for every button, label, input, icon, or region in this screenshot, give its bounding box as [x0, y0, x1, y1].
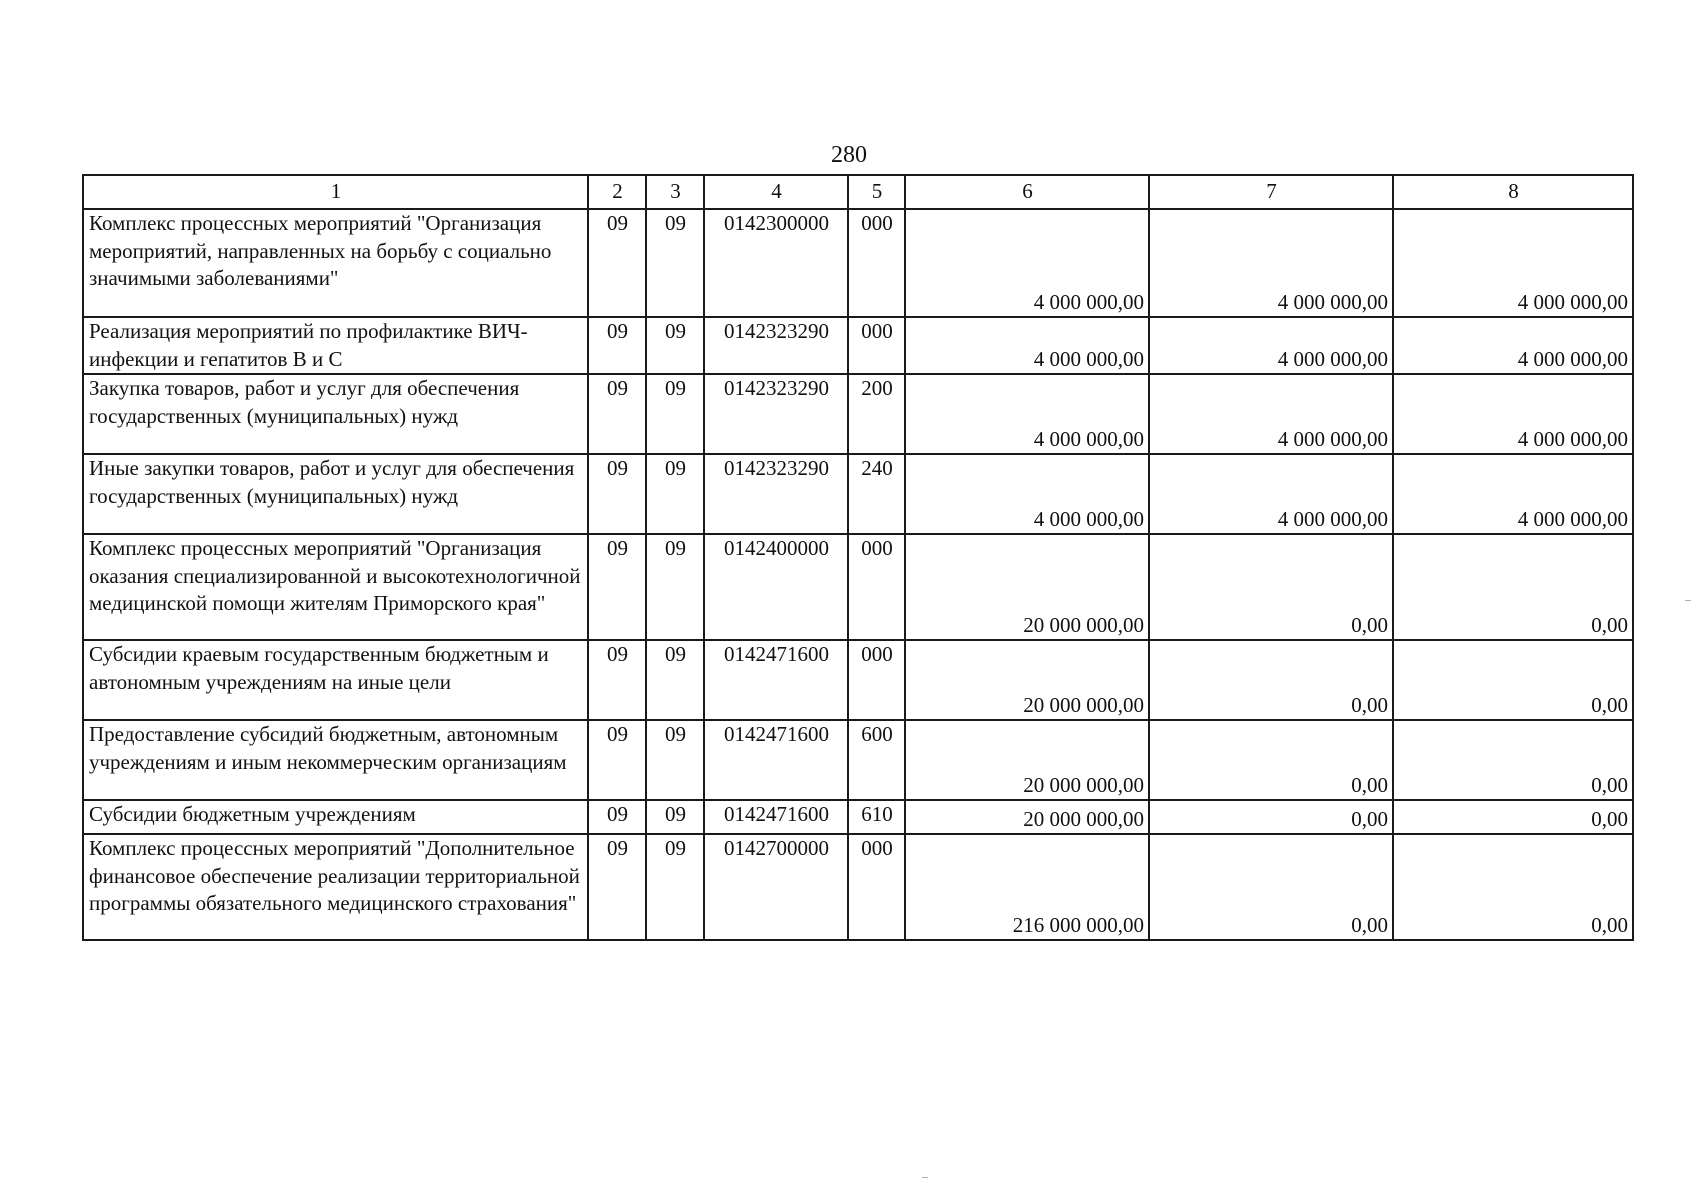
subsection-code-cell: 09	[646, 317, 704, 374]
amount-col7-cell: 0,00	[1149, 720, 1393, 800]
amount-col7-cell: 4 000 000,00	[1149, 454, 1393, 534]
expense-type-code-cell: 610	[848, 800, 905, 834]
row-name-cell: Реализация мероприятий по профилактике ВИЧ-инфекции и гепатитов B и C	[83, 317, 588, 374]
section-code-cell: 09	[588, 640, 646, 720]
column-header: 6	[905, 175, 1149, 209]
scan-speck	[922, 1177, 928, 1178]
row-name-cell: Комплекс процессных мероприятий "Дополнительное финансовое обеспечение реализации территориальной программы обязательного медицинского страхования"	[83, 834, 588, 940]
row-name-cell: Закупка товаров, работ и услуг для обеспечения государственных (муниципальных) нужд	[83, 374, 588, 454]
amount-col8-cell: 0,00	[1393, 800, 1633, 834]
amount-col8-cell: 0,00	[1393, 534, 1633, 640]
budget-table	[82, 174, 1634, 941]
target-item-code-cell: 0142323290	[704, 317, 848, 374]
target-item-code-cell: 0142471600	[704, 640, 848, 720]
subsection-code-cell: 09	[646, 834, 704, 940]
table-row	[83, 317, 1633, 374]
amount-col8-cell: 4 000 000,00	[1393, 374, 1633, 454]
scan-speck	[1685, 600, 1691, 601]
amount-col7-cell: 0,00	[1149, 640, 1393, 720]
column-header: 7	[1149, 175, 1393, 209]
page-number: 280	[831, 142, 867, 168]
amount-col6-cell: 20 000 000,00	[905, 720, 1149, 800]
table-row	[83, 534, 1633, 640]
subsection-code-cell: 09	[646, 209, 704, 317]
expense-type-code-cell: 000	[848, 534, 905, 640]
amount-col6-cell: 4 000 000,00	[905, 209, 1149, 317]
row-name-cell: Субсидии бюджетным учреждениям	[83, 800, 588, 834]
amount-col6-cell: 4 000 000,00	[905, 374, 1149, 454]
expense-type-code-cell: 000	[848, 209, 905, 317]
target-item-code-cell: 0142700000	[704, 834, 848, 940]
section-code-cell: 09	[588, 834, 646, 940]
amount-col8-cell: 0,00	[1393, 720, 1633, 800]
row-name-cell: Комплекс процессных мероприятий "Организация мероприятий, направленных на борьбу с социально значимыми заболеваниями"	[83, 209, 588, 317]
column-header: 3	[646, 175, 704, 209]
amount-col8-cell: 0,00	[1393, 640, 1633, 720]
section-code-cell: 09	[588, 534, 646, 640]
table-body	[83, 175, 1633, 940]
subsection-code-cell: 09	[646, 720, 704, 800]
table-row	[83, 209, 1633, 317]
expense-type-code-cell: 240	[848, 454, 905, 534]
column-header: 4	[704, 175, 848, 209]
column-header: 1	[83, 175, 588, 209]
amount-col6-cell: 20 000 000,00	[905, 534, 1149, 640]
amount-col6-cell: 4 000 000,00	[905, 454, 1149, 534]
section-code-cell: 09	[588, 209, 646, 317]
section-code-cell: 09	[588, 454, 646, 534]
table-row	[83, 834, 1633, 940]
row-name-cell: Субсидии краевым государственным бюджетным и автономным учреждениям на иные цели	[83, 640, 588, 720]
target-item-code-cell: 0142471600	[704, 720, 848, 800]
amount-col7-cell: 0,00	[1149, 534, 1393, 640]
subsection-code-cell: 09	[646, 454, 704, 534]
target-item-code-cell: 0142323290	[704, 374, 848, 454]
amount-col7-cell: 0,00	[1149, 800, 1393, 834]
expense-type-code-cell: 000	[848, 834, 905, 940]
subsection-code-cell: 09	[646, 374, 704, 454]
amount-col7-cell: 4 000 000,00	[1149, 317, 1393, 374]
amount-col7-cell: 4 000 000,00	[1149, 209, 1393, 317]
target-item-code-cell: 0142323290	[704, 454, 848, 534]
subsection-code-cell: 09	[646, 534, 704, 640]
row-name-cell: Предоставление субсидий бюджетным, автономным учреждениям и иным некоммерческим организациям	[83, 720, 588, 800]
expense-type-code-cell: 000	[848, 317, 905, 374]
amount-col7-cell: 0,00	[1149, 834, 1393, 940]
table-row	[83, 720, 1633, 800]
amount-col7-cell: 4 000 000,00	[1149, 374, 1393, 454]
expense-type-code-cell: 600	[848, 720, 905, 800]
section-code-cell: 09	[588, 317, 646, 374]
column-header: 5	[848, 175, 905, 209]
target-item-code-cell: 0142471600	[704, 800, 848, 834]
target-item-code-cell: 0142300000	[704, 209, 848, 317]
column-number-row	[83, 175, 1633, 209]
row-name-cell: Комплекс процессных мероприятий "Организация оказания специализированной и высокотехнологичной медицинской помощи жителям Приморского края"	[83, 534, 588, 640]
amount-col6-cell: 4 000 000,00	[905, 317, 1149, 374]
amount-col6-cell: 20 000 000,00	[905, 800, 1149, 834]
amount-col8-cell: 0,00	[1393, 834, 1633, 940]
amount-col8-cell: 4 000 000,00	[1393, 209, 1633, 317]
amount-col8-cell: 4 000 000,00	[1393, 454, 1633, 534]
table-row	[83, 374, 1633, 454]
subsection-code-cell: 09	[646, 800, 704, 834]
target-item-code-cell: 0142400000	[704, 534, 848, 640]
table-row	[83, 640, 1633, 720]
column-header: 2	[588, 175, 646, 209]
expense-type-code-cell: 000	[848, 640, 905, 720]
section-code-cell: 09	[588, 374, 646, 454]
section-code-cell: 09	[588, 800, 646, 834]
subsection-code-cell: 09	[646, 640, 704, 720]
expense-type-code-cell: 200	[848, 374, 905, 454]
amount-col6-cell: 216 000 000,00	[905, 834, 1149, 940]
section-code-cell: 09	[588, 720, 646, 800]
table-row	[83, 800, 1633, 834]
row-name-cell: Иные закупки товаров, работ и услуг для обеспечения государственных (муниципальных) нужд	[83, 454, 588, 534]
amount-col8-cell: 4 000 000,00	[1393, 317, 1633, 374]
column-header: 8	[1393, 175, 1633, 209]
amount-col6-cell: 20 000 000,00	[905, 640, 1149, 720]
table-row	[83, 454, 1633, 534]
